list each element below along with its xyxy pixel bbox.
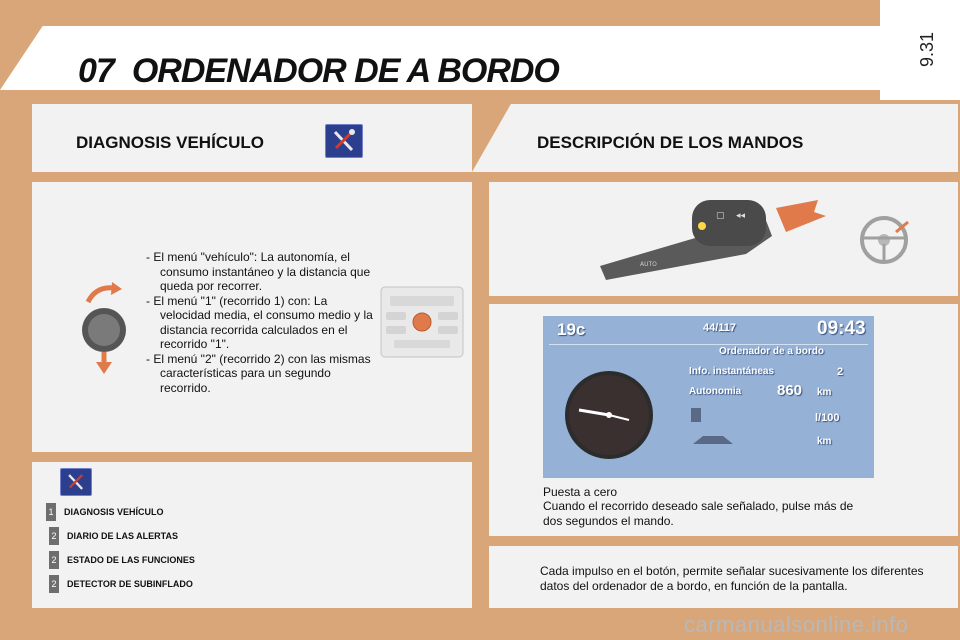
- display-unit-km-2: km: [817, 436, 832, 447]
- car-icons: [689, 406, 739, 456]
- menu-level-badge: 1: [46, 503, 56, 521]
- clock-dial-icon: [559, 360, 659, 470]
- menu-item-functions: [49, 551, 195, 569]
- display-temperature: 19c: [557, 320, 586, 339]
- footer-text: Cada impulso en el botón, permite señalar sucesivamente los diferentes datos del ordenador de a bordo, en función de la pantalla.: [540, 564, 924, 593]
- display-menu-title: Ordenador de a bordo: [719, 346, 825, 357]
- menu-item-label: DIAGNOSIS VEHÍCULO: [64, 507, 164, 517]
- page-number: 9.31: [917, 31, 937, 67]
- display-divider: [549, 344, 868, 345]
- top-band: [0, 0, 880, 26]
- reset-title: Puesta a cero: [543, 485, 618, 499]
- menu-item-label: DIARIO DE LAS ALERTAS: [67, 531, 179, 541]
- left-section-title: DIAGNOSIS VEHÍCULO: [76, 133, 264, 152]
- steering-wheel-icon: [858, 214, 910, 266]
- chapter-number: 07: [78, 52, 114, 90]
- display-row-instant: Info. instantáneas: [689, 366, 775, 377]
- menu-tools-icon: [60, 468, 92, 496]
- display-row-autonomy: Autonomia: [689, 386, 742, 397]
- right-section-title: DESCRIPCIÓN DE LOS MANDOS: [537, 133, 804, 152]
- menu-level-badge: 2: [49, 551, 59, 569]
- menu-item-alerts: [49, 527, 178, 545]
- display-unit-consumption: l/100: [815, 412, 840, 424]
- console-icon: [380, 286, 464, 358]
- display-time: 09:43: [817, 318, 866, 339]
- menu-item-label: ESTADO DE LAS FUNCIONES: [67, 555, 195, 565]
- chapter-title: ORDENADOR DE A BORDO: [131, 52, 559, 90]
- multifunction-display: [543, 316, 874, 478]
- chapter-heading: [78, 52, 559, 91]
- display-unit-km: km: [817, 387, 832, 398]
- menu-level-badge: 2: [49, 575, 59, 593]
- reset-text: Cuando el recorrido deseado sale señalado, pulse más de dos segundos el mando.: [543, 499, 854, 528]
- wiper-stalk-icon: [596, 196, 836, 282]
- menu-item-label: DETECTOR DE SUBINFLADO: [67, 579, 193, 589]
- display-row-value: 2: [837, 366, 844, 378]
- watermark: carmanualsonline.info: [684, 612, 909, 637]
- menu-item-tyre-detector: [49, 575, 193, 593]
- left-bullet-list: [146, 250, 376, 395]
- bullet-item: - El menú "vehículo": La autonomía, el consumo instantáneo y la distancia que queda por recorrer.: [146, 250, 371, 293]
- svg-text:▢: ▢: [716, 211, 725, 221]
- svg-text:AUTO: AUTO: [640, 261, 657, 268]
- display-frequency: 44/117: [703, 322, 737, 334]
- display-autonomy-value: 860: [777, 382, 803, 399]
- bullet-item: - El menú "1" (recorrido 1) con: La velocidad media, el consumo medio y la distancia recorrida calculados en el recorrido "1".: [146, 293, 373, 351]
- bullet-item: - El menú "2" (recorrido 2) con las mismas características para un segundo recorrido.: [146, 351, 371, 395]
- menu-level-badge: 2: [49, 527, 59, 545]
- header-corner: [30, 40, 70, 90]
- knob-icon: [74, 280, 136, 376]
- svg-text:◂◂: ◂◂: [736, 211, 746, 221]
- tools-icon: [325, 124, 363, 158]
- menu-item-diagnosis: [46, 503, 164, 521]
